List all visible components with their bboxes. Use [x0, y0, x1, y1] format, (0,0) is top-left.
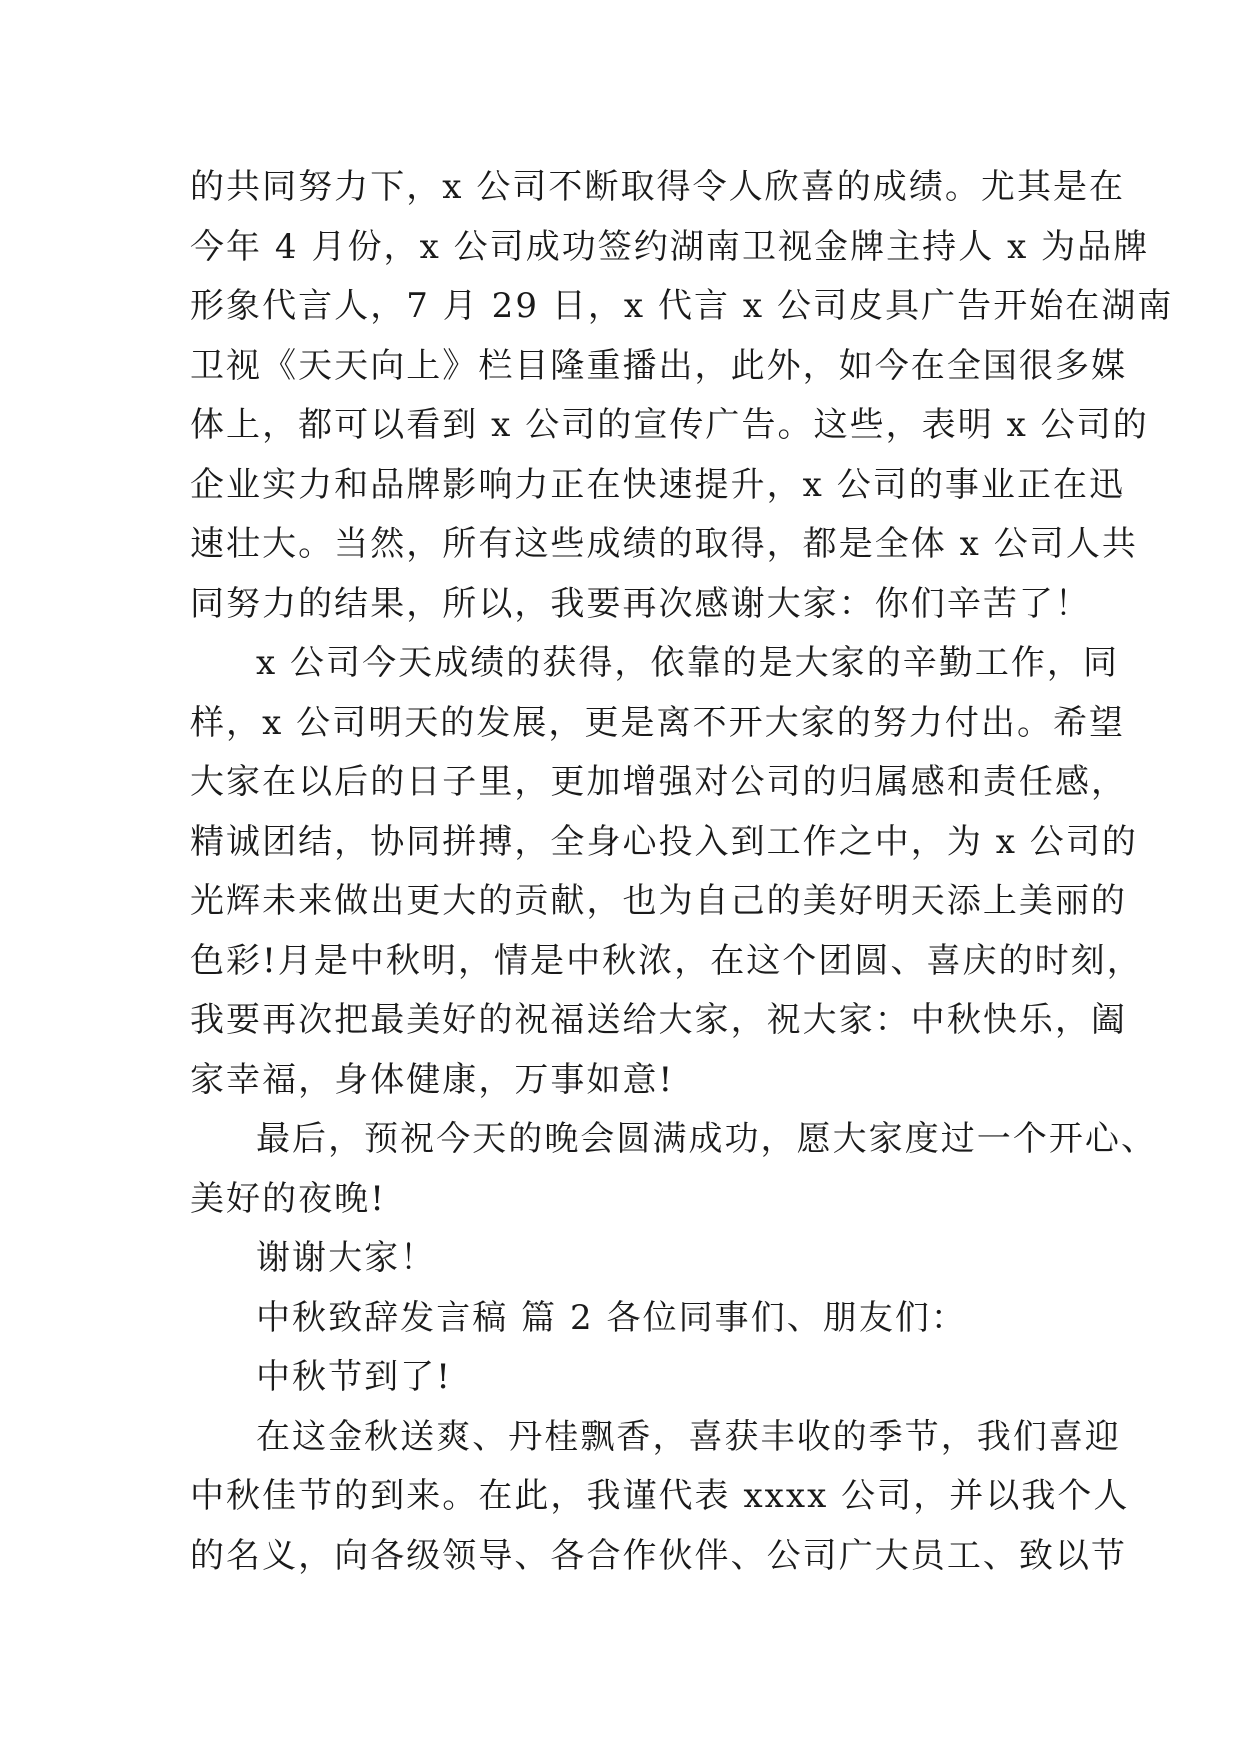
text-line: 体上，都可以看到 x 公司的宣传广告。这些，表明 x 公司的: [190, 405, 1149, 445]
text-line: 中秋节到了!: [256, 1357, 452, 1397]
text-line: 的共同努力下，x 公司不断取得令人欣喜的成绩。尤其是在: [190, 167, 1126, 207]
text-line: 美好的夜晚!: [190, 1178, 386, 1219]
text-line: 我要再次把最美好的祝福送给大家，祝大家：中秋快乐，阖: [190, 1000, 1128, 1040]
text-line: 今年 4 月份，x 公司成功签约湖南卫视金牌主持人 x 为品牌: [190, 226, 1150, 267]
text-line: 谢谢大家！: [256, 1238, 437, 1278]
text-line: 色彩!月是中秋明，情是中秋浓，在这个团圆、喜庆的时刻，: [190, 940, 1143, 981]
text-line: 最后，预祝今天的晚会圆满成功，愿大家度过一个开心、: [256, 1119, 1157, 1159]
text-line: 在这金秋送爽、丹桂飘香，喜获丰收的季节，我们喜迎: [256, 1416, 1121, 1457]
text-line: 精诚团结，协同拼搏，全身心投入到工作之中，为 x 公司的: [190, 821, 1138, 862]
text-line: 大家在以后的日子里，更加增强对公司的归属感和责任感，: [190, 762, 1128, 802]
text-line: 光辉未来做出更大的贡献，也为自己的美好明天添上美丽的: [190, 881, 1128, 921]
text-line: x 公司今天成绩的获得，依靠的是大家的辛勤工作，同: [256, 643, 1119, 683]
text-line: 速壮大。当然，所有这些成绩的取得，都是全体 x 公司人共: [190, 524, 1138, 564]
text-line: 同努力的结果，所以，我要再次感谢大家：你们辛苦了！: [190, 583, 1091, 624]
text-line: 卫视《天天向上》栏目隆重播出，此外，如今在全国很多媒: [190, 345, 1128, 386]
text-line: 中秋致辞发言稿 篇 2 各位同事们、朋友们：: [256, 1297, 967, 1338]
text-line: 企业实力和品牌影响力正在快速提升，x 公司的事业正在迅: [190, 464, 1126, 505]
text-line: 样，x 公司明天的发展，更是离不开大家的努力付出。希望: [190, 702, 1126, 743]
document-body: [190, 158, 1174, 1586]
text-line: 形象代言人，7 月 29 日，x 代言 x 公司皮具广告开始在湖南: [190, 286, 1174, 326]
text-line: 的名义，向各级领导、各合作伙伴、公司广大员工、致以节: [190, 1535, 1128, 1576]
text-line: 中秋佳节的到来。在此，我谨代表 xxxx 公司，并以我个人: [190, 1476, 1130, 1516]
text-line: 家幸福，身体健康，万事如意!: [190, 1059, 675, 1100]
